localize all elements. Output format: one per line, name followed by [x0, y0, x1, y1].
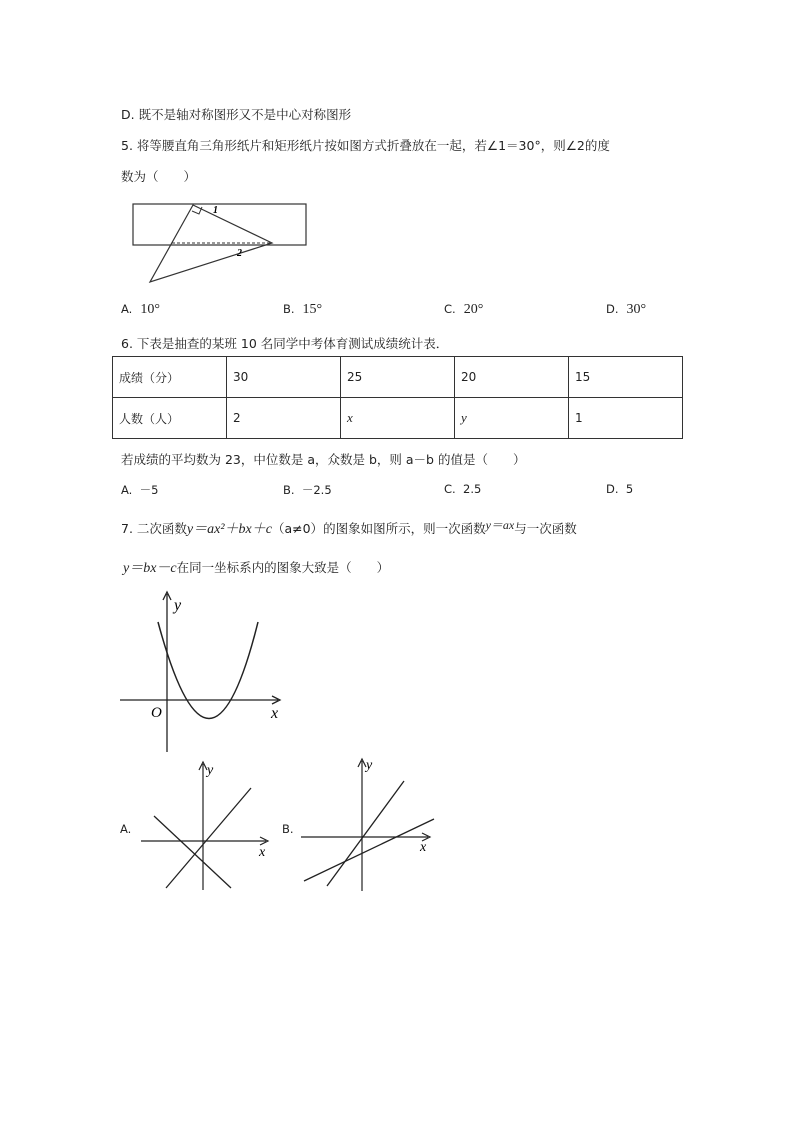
q7-linear2: y＝bx－c — [123, 561, 177, 576]
q7-stem-mid: 的图象如图所示，则一次函数 — [323, 521, 486, 536]
line-positive-slope — [166, 788, 251, 888]
y-axis-label: y — [366, 758, 373, 773]
q7-stem-prefix: 7. 二次函数 — [121, 521, 187, 536]
q6-option-c-value: 2.5 — [463, 482, 482, 496]
q6-option-d[interactable] — [606, 482, 633, 496]
q5-folding-figure — [120, 195, 320, 290]
score-table — [112, 356, 683, 439]
q5-stem-line1: 5. 将等腰直角三角形纸片和矩形纸片按如图方式折叠放在一起，若∠1＝30°，则∠2的度 — [121, 138, 610, 153]
q5-option-b[interactable] — [283, 302, 322, 318]
q5-option-d-letter: D. — [606, 302, 619, 316]
origin-label: O — [151, 705, 162, 721]
q5-option-a-value: 10° — [140, 302, 160, 317]
angle-label-2: 2 — [237, 248, 242, 259]
line-negative-slope — [154, 816, 231, 888]
table-cell: 20 — [455, 357, 569, 398]
table-cell: 1 — [569, 398, 683, 439]
rectangle-paper — [133, 204, 306, 245]
q6-option-b-letter: B. — [283, 483, 295, 497]
table-cell: 2 — [227, 398, 341, 439]
q6-option-a-letter: A. — [121, 483, 133, 497]
q6-option-c-letter: C. — [444, 482, 456, 496]
x-axis-label: x — [271, 705, 279, 722]
q6-question: 若成绩的平均数为 23，中位数是 a，众数是 b，则 a－b 的值是（ ） — [121, 452, 526, 467]
q6-stem: 6. 下表是抽查的某班 10 名同学中考体育测试成绩统计表． — [121, 336, 449, 351]
q7-option-a-graph[interactable] — [138, 760, 273, 892]
q7-stem-mid2: 与一次函数 — [514, 521, 577, 536]
table-cell: 人数（人） — [113, 398, 227, 439]
line-steep — [327, 781, 404, 886]
y-axis-label: y — [207, 763, 214, 778]
table-row — [113, 357, 683, 398]
angle-label-1: 1 — [213, 205, 218, 216]
q5-option-d[interactable] — [606, 302, 646, 318]
x-axis-label: x — [259, 845, 266, 860]
q7-option-b-graph[interactable] — [298, 755, 440, 893]
q4-option-d: D. 既不是轴对称图形又不是中心对称图形 — [121, 107, 352, 122]
q6-option-d-value: 5 — [625, 482, 634, 496]
table-cell: 25 — [341, 357, 455, 398]
table-cell: 30 — [227, 357, 341, 398]
q5-option-b-value: 15° — [302, 302, 323, 317]
table-row — [113, 398, 683, 439]
q7-quadratic: y＝ax²＋bx＋c — [186, 522, 272, 537]
q7-linear1: y＝ax — [485, 518, 515, 532]
q6-option-a[interactable] — [121, 482, 158, 498]
table-cell: 15 — [569, 357, 683, 398]
x-axis-label: x — [420, 840, 427, 855]
q5-option-b-letter: B. — [283, 302, 295, 316]
q7-option-a-letter[interactable]: A. — [120, 822, 132, 836]
table-cell: y — [455, 398, 569, 439]
q5-option-a[interactable] — [121, 302, 160, 318]
q7-condition: （a≠0） — [271, 521, 324, 536]
q7-stem-end: 在同一坐标系内的图象大致是（ ） — [176, 560, 390, 575]
y-axis-label: y — [174, 597, 182, 614]
q7-option-b-letter[interactable]: B. — [282, 822, 294, 836]
q6-option-b-value: －2.5 — [301, 483, 332, 497]
table-cell: x — [341, 398, 455, 439]
q5-option-c[interactable] — [444, 302, 483, 318]
q5-option-c-letter: C. — [444, 302, 456, 316]
parabola-curve — [158, 622, 258, 719]
q5-option-a-letter: A. — [121, 302, 133, 316]
table-cell: 成绩（分） — [113, 357, 227, 398]
q7-stem-line1 — [121, 516, 577, 538]
q5-stem-line2: 数为（ ） — [121, 169, 197, 184]
q5-option-c-value: 20° — [463, 302, 484, 317]
q6-option-d-letter: D. — [606, 482, 619, 496]
q5-option-d-value: 30° — [626, 302, 647, 317]
q7-parabola-graph — [118, 590, 288, 755]
q6-option-b[interactable] — [283, 482, 332, 498]
q6-option-c[interactable] — [444, 482, 481, 496]
q6-option-a-value: －5 — [139, 483, 159, 497]
q7-stem-line2 — [123, 557, 389, 577]
